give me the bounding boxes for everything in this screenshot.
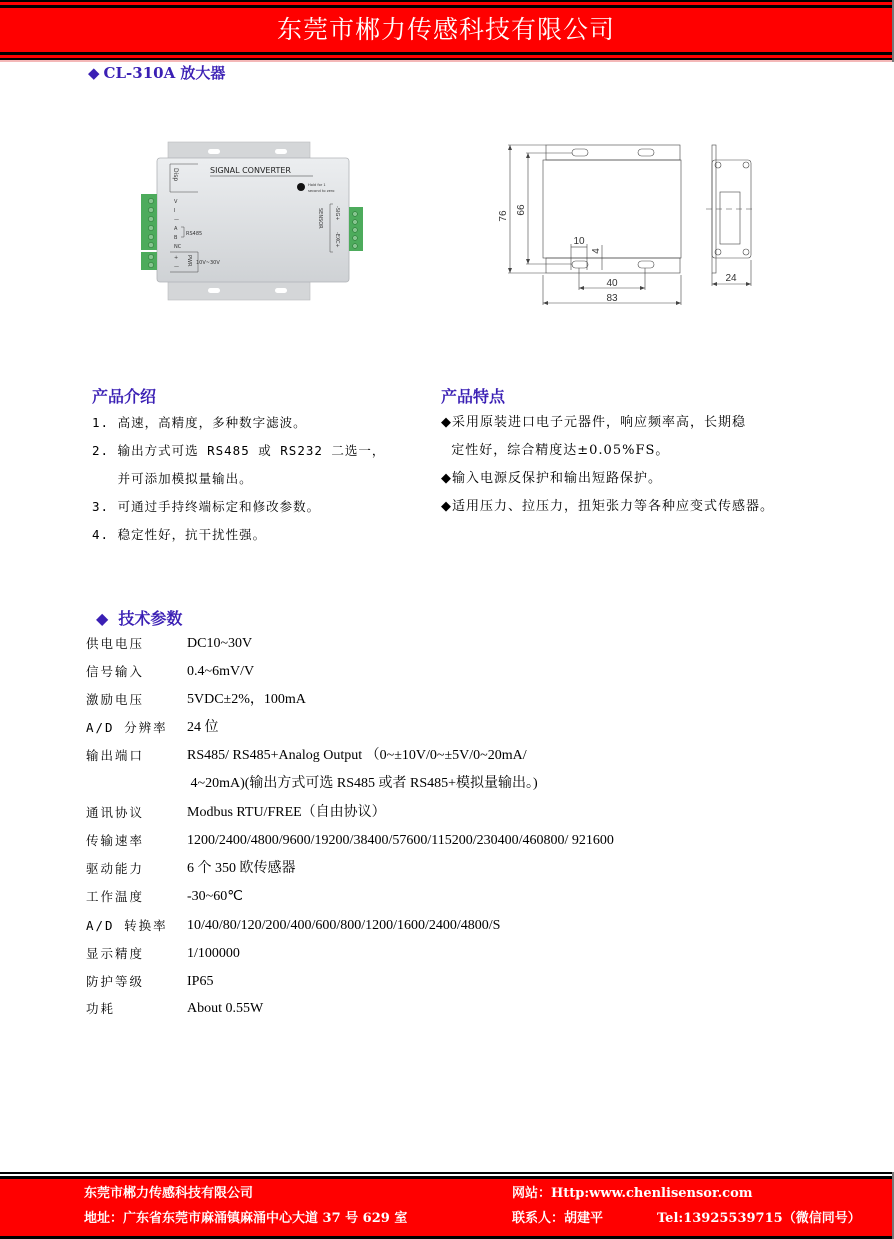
intro-heading: 产品介绍 (92, 387, 157, 406)
photo-label-rs485: RS485 (186, 231, 203, 237)
dim-83: 83 (606, 293, 618, 304)
dim-4: 4 (591, 248, 602, 254)
slot (275, 288, 287, 293)
dim-66: 66 (516, 204, 527, 216)
spec-value: DC10~30V (187, 636, 253, 651)
spec-value: RS485/ RS485+Analog Output （0~±10V/0~±5V/0~20mA/ (187, 748, 527, 763)
diamond-icon: ◆ (96, 609, 109, 628)
spec-label: 通讯协议 (86, 805, 145, 820)
photo-terminal-label: — (174, 264, 179, 270)
photo-label-voltage: 10V~30V (196, 260, 220, 266)
front-body (543, 160, 681, 258)
feature-item: ◆输入电源反保护和输出短路保护。 (441, 471, 662, 486)
photo-label-signal-converter: SIGNAL CONVERTER (210, 166, 291, 175)
spec-value: Modbus RTU/FREE（自由协议） (187, 805, 386, 820)
header-rule (0, 0, 892, 2)
product-name: CL-310A 放大器 (103, 64, 226, 82)
photo-terminal-label: V (174, 199, 178, 205)
footer-rule (0, 1172, 892, 1174)
photo-terminal-label: B (174, 235, 178, 241)
spec-value: IP65 (187, 974, 214, 989)
spec-label: 信号输入 (86, 664, 145, 679)
spec-label: 激励电压 (86, 692, 145, 707)
photo-label-exc: -EXC+ (334, 232, 340, 248)
side-connector (720, 192, 740, 244)
feature-item: ◆采用原装进口电子元器件，响应频率高，长期稳 (441, 415, 746, 430)
right-terminal-block (349, 207, 363, 251)
spec-value: 24 位 (187, 720, 219, 735)
photo-terminal-label: NC (174, 244, 182, 250)
photo-label-sensor: SENSOR (317, 208, 323, 229)
photo-button-hint: second to zero (308, 189, 335, 193)
spec-label: 功耗 (86, 1001, 116, 1016)
footer-band (0, 1179, 892, 1239)
spec-value: 1/100000 (187, 946, 240, 961)
product-photo (138, 138, 370, 304)
left-terminal-block (141, 194, 157, 270)
intro-item: 1. 高速，高精度，多种数字滤波。 (92, 415, 307, 430)
dim-76: 76 (498, 210, 509, 222)
spec-value: -30~60℃ (187, 889, 243, 904)
spec-value: 10/40/80/120/200/400/600/800/1200/1600/2400/4800/S (187, 918, 501, 933)
photo-label-disp: Disp (172, 168, 179, 182)
intro-item: 并可添加模拟量输出。 (92, 471, 253, 486)
spec-label: 供电电压 (86, 636, 145, 651)
footer-website[interactable]: 网站：Http:www.chenlisensor.com (512, 1186, 753, 1201)
spec-value: About 0.55W (187, 1001, 264, 1016)
footer-contact: 联系人：胡建平 (512, 1211, 604, 1226)
zero-button (297, 183, 305, 191)
intro-item: 4. 稳定性好，抗干扰性强。 (92, 527, 267, 542)
product-title (88, 63, 225, 83)
slot (275, 149, 287, 154)
spec-value: 6 个 350 欧传感器 (187, 861, 296, 876)
front-flange-top (546, 145, 680, 160)
spec-label: A/D 转换率 (86, 918, 168, 933)
spec-value: 0.4~6mV/V (187, 664, 255, 679)
footer-company: 东莞市郴力传感科技有限公司 (84, 1186, 254, 1201)
specs-heading (96, 609, 182, 629)
company-title: 东莞市郴力传感科技有限公司 (276, 15, 615, 44)
dim-10: 10 (573, 236, 585, 247)
header-band (0, 0, 892, 62)
header-rule (0, 5, 892, 8)
spec-label: 输出端口 (86, 748, 145, 763)
spec-value: 1200/2400/4800/9600/19200/38400/57600/115200/230400/460800/ 921600 (187, 833, 614, 848)
footer-address: 地址：广东省东莞市麻涌镇麻涌中心大道 37 号 629 室 (84, 1211, 408, 1226)
specs-heading-text: 技术参数 (118, 609, 183, 628)
dim-40: 40 (606, 278, 618, 289)
intro-item: 2. 输出方式可选 RS485 或 RS232 二选一， (92, 443, 386, 458)
spec-label: 防护等级 (86, 974, 145, 989)
intro-item: 3. 可通过手持终端标定和修改参数。 (92, 499, 321, 514)
feature-item: ◆适用压力、拉压力，扭矩张力等各种应变式传感器。 (441, 499, 774, 514)
photo-label-pwr: PWR (186, 255, 192, 267)
header-rule (0, 52, 892, 55)
footer-tel: Tel:13925539715（微信同号） (657, 1211, 861, 1226)
diamond-icon: ◆ (88, 64, 100, 82)
dimension-drawing (490, 130, 780, 310)
spec-label: 工作温度 (86, 889, 145, 904)
spec-label: 传输速率 (86, 833, 145, 848)
features-heading: 产品特点 (441, 387, 506, 406)
dim-24: 24 (725, 273, 737, 284)
spec-label: 显示精度 (86, 946, 145, 961)
spec-label: A/D 分辨率 (86, 720, 168, 735)
photo-button-hint: Hold for 1 (308, 183, 326, 187)
spec-label: 驱动能力 (86, 861, 145, 876)
photo-terminal-label: + (174, 255, 179, 261)
spec-value: 4~20mA)(输出方式可选 RS485 或者 RS485+模拟量输出。) (187, 776, 538, 791)
photo-label-sig: -SIG+ (334, 206, 340, 221)
slot (208, 149, 220, 154)
photo-terminal-label: I (174, 208, 176, 214)
photo-terminal-label: — (174, 217, 179, 223)
spec-value: 5VDC±2%，100mA (187, 692, 306, 707)
footer-rule (0, 1176, 892, 1179)
photo-terminal-label: A (174, 226, 178, 232)
header-shade (0, 60, 892, 62)
front-flange-bottom (546, 258, 680, 273)
slot (208, 288, 220, 293)
feature-item: 定性好，综合精度达±0.05%FS。 (441, 443, 670, 458)
